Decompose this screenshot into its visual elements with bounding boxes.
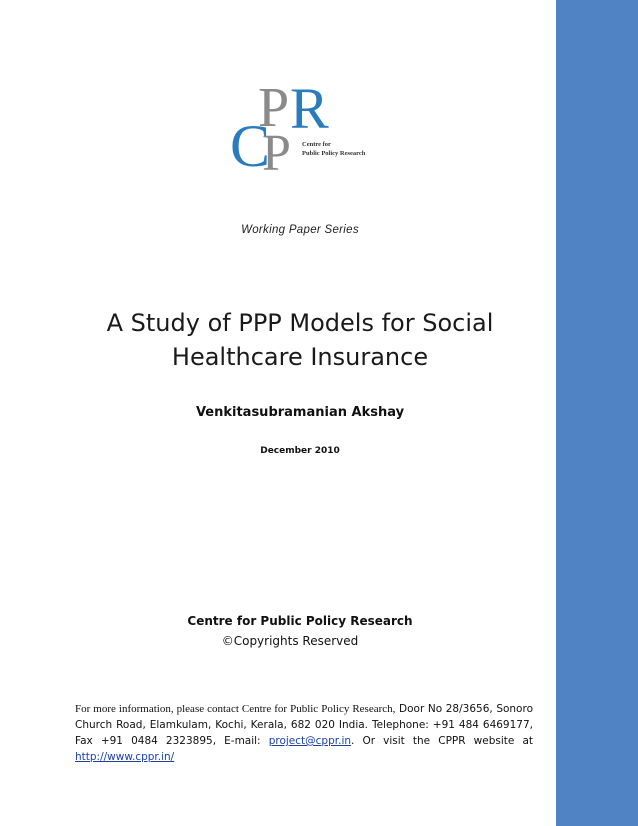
email-link[interactable]: project@cppr.in xyxy=(268,735,352,747)
paper-title xyxy=(40,306,560,374)
decorative-sidebar xyxy=(556,0,638,826)
logo-text-line2: Public Policy Research xyxy=(302,150,366,157)
author-name: Venkitasubramanian Akshay xyxy=(195,405,405,420)
logo-letter-p1: P xyxy=(258,78,290,139)
cppr-logo xyxy=(228,78,368,178)
contact-mid: . Or visit the CPPR website at xyxy=(351,735,533,747)
contact-paragraph xyxy=(75,701,533,765)
series-label: Working Paper Series xyxy=(241,224,359,236)
paper-title-line1: A Study of PPP Models for Social xyxy=(106,309,494,337)
contact-intro: For more information, please contact Centre for Public Policy Research, xyxy=(75,703,396,715)
logo-letter-p2: P xyxy=(262,125,291,178)
organization-name: Centre for Public Policy Research xyxy=(187,614,413,628)
paper-title-line2: Healthcare Insurance xyxy=(171,343,429,371)
website-link[interactable]: http://www.cppr.in/ xyxy=(75,751,175,763)
contact-address: Door No 28/3656, Sonoro Church Road, Elamkulam, Kochi, Kerala, 682 020 India. Telephone: +91 484 6469177, Fax +91 0484 2323895, E-mail: xyxy=(75,703,533,747)
copyright-notice: ©Copyrights Reserved xyxy=(221,634,359,648)
logo-letter-r: R xyxy=(290,78,329,141)
publication-date: December 2010 xyxy=(260,446,340,456)
logo-text-line1: Centre for xyxy=(302,141,331,148)
logo-letter-c: C xyxy=(230,113,271,178)
